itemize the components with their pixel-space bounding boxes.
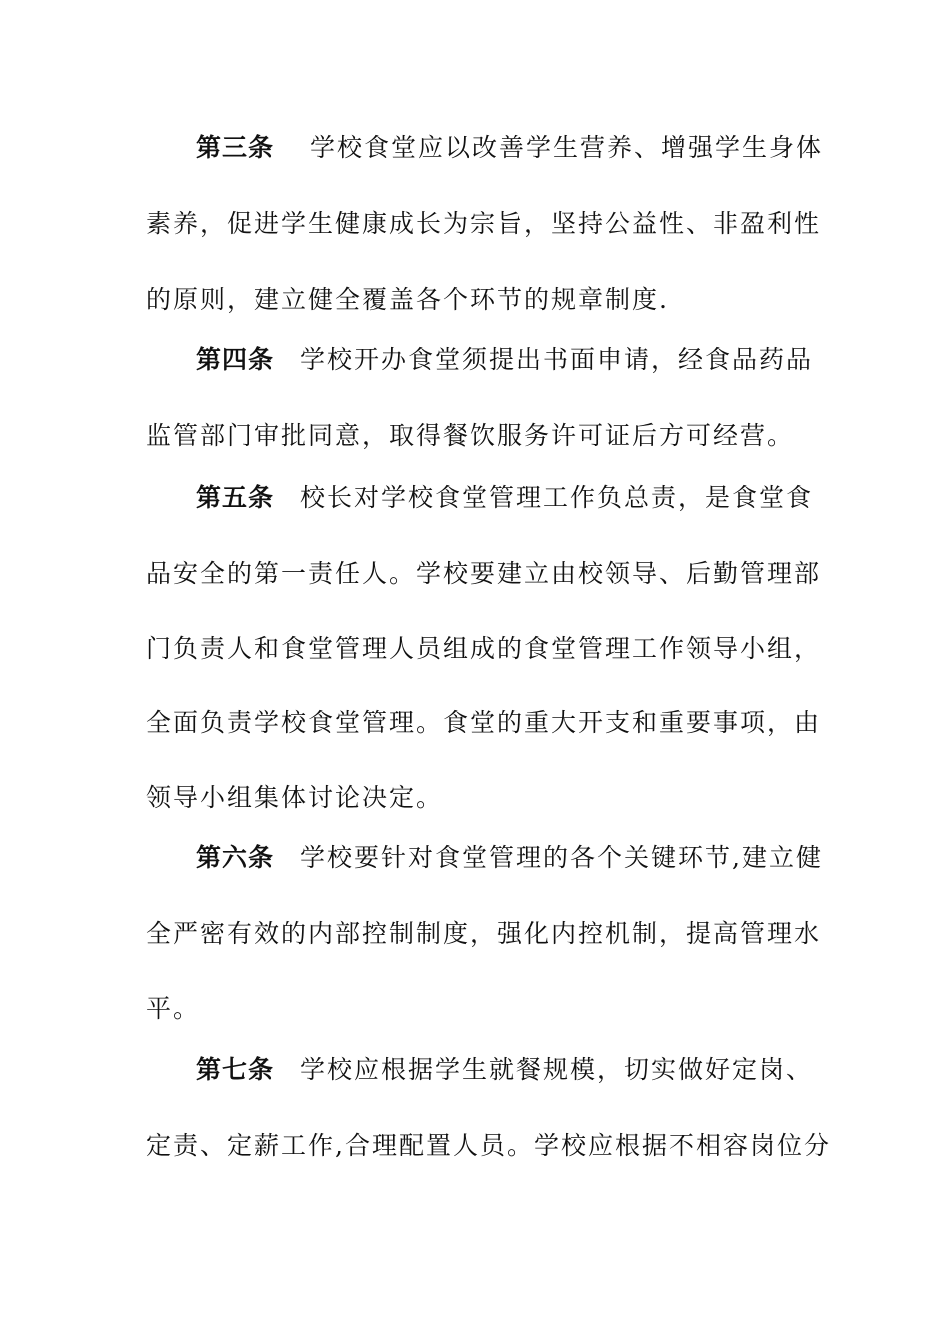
article-3-line-3: 的原则，建立健全覆盖各个环节的规章制度. <box>146 285 669 314</box>
article-6-line-1 <box>196 843 856 873</box>
article-7-line-1 <box>196 1055 856 1085</box>
article-4-line-1 <box>196 345 856 375</box>
article-4-label: 第四条 <box>196 345 275 374</box>
article-6-text-1: 学校要针对食堂管理的各个关键环节,建立健 <box>300 843 823 872</box>
article-7-line-2: 定责、定薪工作,合理配置人员。学校应根据不相容岗位分 <box>146 1131 831 1160</box>
article-6-line-2: 全严密有效的内部控制制度，强化内控机制，提高管理水 <box>146 919 822 948</box>
article-3-line-1 <box>196 133 856 163</box>
article-7-text-1: 学校应根据学生就餐规模，切实做好定岗、 <box>300 1055 814 1084</box>
article-5-line-4: 全面负责学校食堂管理。食堂的重大开支和重要事项，由 <box>146 708 822 737</box>
article-3-text-1: 学校食堂应以改善学生营养、增强学生身体 <box>310 133 824 162</box>
article-4-text-1: 学校开办食堂须提出书面申请，经食品药品 <box>300 345 814 374</box>
article-5-label: 第五条 <box>196 483 275 512</box>
article-5-line-5: 领导小组集体讨论决定。 <box>146 783 444 812</box>
article-5-line-1 <box>196 483 856 513</box>
article-4-line-2: 监管部门审批同意，取得餐饮服务许可证后方可经营。 <box>146 421 795 450</box>
article-6-line-3: 平。 <box>146 994 201 1023</box>
article-3-line-2: 素养，促进学生健康成长为宗旨，坚持公益性、非盈利性 <box>146 209 822 238</box>
article-5-text-1: 校长对学校食堂管理工作负总责，是食堂食 <box>300 483 814 512</box>
article-7-label: 第七条 <box>196 1055 275 1084</box>
article-5-line-3: 门负责人和食堂管理人员组成的食堂管理工作领导小组， <box>146 634 822 663</box>
article-3-label: 第三条 <box>196 133 275 162</box>
article-5-line-2: 品安全的第一责任人。学校要建立由校领导、后勤管理部 <box>146 559 822 588</box>
article-6-label: 第六条 <box>196 843 275 872</box>
